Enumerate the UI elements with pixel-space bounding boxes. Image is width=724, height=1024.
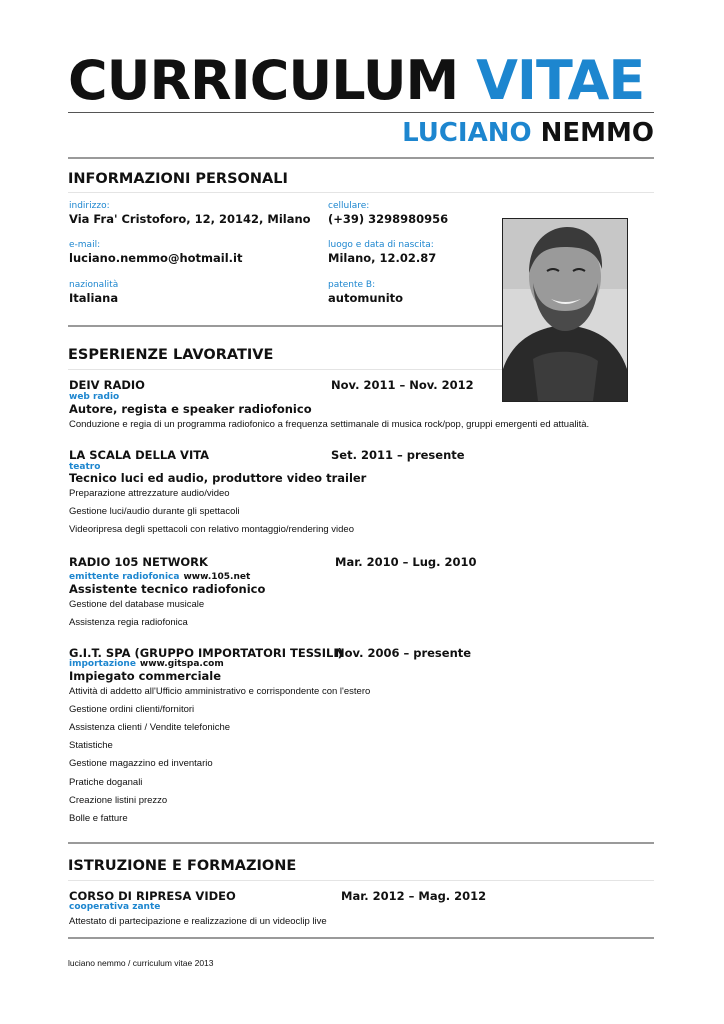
heading-underline bbox=[68, 369, 502, 370]
portrait-image bbox=[503, 219, 627, 401]
license-value: automunito bbox=[328, 291, 404, 305]
job-website-link[interactable]: www.gitspa.com bbox=[139, 659, 224, 669]
job-sector bbox=[69, 572, 250, 582]
job-task: Attività di addetto all'Ufficio amministrativo e corrispondente con l'estero bbox=[69, 686, 371, 697]
job-task: Conduzione e regia di un programma radiofonico a frequenza settimanale di musica rock/pop, gruppi emergenti ed attualità. bbox=[69, 419, 590, 430]
job-dates: Mar. 2010 – Lug. 2010 bbox=[335, 555, 477, 569]
first-name: LUCIANO bbox=[402, 118, 532, 148]
personal-heading: INFORMAZIONI PERSONALI bbox=[68, 171, 288, 187]
job-task: Bolle e fatture bbox=[69, 813, 128, 824]
job-sector-label: importazione bbox=[69, 659, 136, 669]
license-label: patente B: bbox=[328, 280, 376, 290]
cv-title bbox=[68, 50, 656, 112]
education-heading: ISTRUZIONE E FORMAZIONE bbox=[68, 858, 297, 874]
job-task: Gestione luci/audio durante gli spettacoli bbox=[69, 506, 240, 517]
mobile-label: cellulare: bbox=[328, 201, 370, 211]
job-company: RADIO 105 NETWORK bbox=[69, 555, 208, 569]
job-task: Pratiche doganali bbox=[69, 777, 143, 788]
job-dates: Nov. 2006 – presente bbox=[335, 646, 472, 660]
job-dates: Set. 2011 – presente bbox=[331, 448, 465, 462]
course-institution: cooperativa zante bbox=[69, 902, 161, 912]
nationality-label: nazionalità bbox=[69, 280, 119, 290]
email-value: luciano.nemmo@hotmail.it bbox=[69, 251, 243, 265]
section-divider bbox=[68, 157, 654, 159]
course-dates: Mar. 2012 – Mag. 2012 bbox=[341, 889, 487, 903]
job-task: Videoripresa degli spettacoli con relativo montaggio/rendering video bbox=[69, 524, 354, 535]
experience-heading: ESPERIENZE LAVORATIVE bbox=[68, 347, 274, 363]
job-website-link[interactable]: www.105.net bbox=[183, 572, 251, 582]
profile-photo bbox=[502, 218, 628, 402]
title-word-vitae: VITAE bbox=[476, 49, 645, 112]
job-company: DEIV RADIO bbox=[69, 378, 145, 392]
job-company: G.I.T. SPA (GRUPPO IMPORTATORI TESSILI) bbox=[69, 646, 343, 660]
page-footer: luciano nemmo / curriculum vitae 2013 bbox=[68, 958, 214, 968]
person-name bbox=[402, 117, 654, 149]
birth-label: luogo e data di nascita: bbox=[328, 240, 434, 250]
job-task: Creazione listini prezzo bbox=[69, 795, 168, 806]
last-name: NEMMO bbox=[540, 118, 654, 148]
job-role: Autore, regista e speaker radiofonico bbox=[69, 402, 312, 416]
job-role: Impiegato commerciale bbox=[69, 669, 222, 683]
section-divider bbox=[68, 842, 654, 844]
job-sector bbox=[69, 659, 224, 669]
title-word-curriculum: CURRICULUM bbox=[68, 49, 459, 112]
job-company: LA SCALA DELLA VITA bbox=[69, 448, 210, 462]
job-sector: web radio bbox=[69, 392, 120, 402]
job-role: Tecnico luci ed audio, produttore video trailer bbox=[69, 471, 367, 485]
job-task: Assistenza clienti / Vendite telefoniche bbox=[69, 722, 231, 733]
course-title: CORSO DI RIPRESA VIDEO bbox=[69, 889, 236, 903]
job-sector-label: emittente radiofonica bbox=[69, 572, 180, 582]
job-task: Gestione magazzino ed inventario bbox=[69, 758, 213, 769]
address-value: Via Fra' Cristoforo, 12, 20142, Milano bbox=[69, 212, 311, 226]
heading-underline bbox=[68, 192, 654, 193]
job-task: Assistenza regia radiofonica bbox=[69, 617, 188, 628]
job-task: Statistiche bbox=[69, 740, 113, 751]
job-dates: Nov. 2011 – Nov. 2012 bbox=[331, 378, 474, 392]
section-divider bbox=[68, 325, 502, 327]
mobile-value: (+39) 3298980956 bbox=[328, 212, 449, 226]
job-task: Gestione ordini clienti/fornitori bbox=[69, 704, 195, 715]
email-label: e-mail: bbox=[69, 240, 101, 250]
job-sector: teatro bbox=[69, 462, 101, 472]
job-task: Preparazione attrezzature audio/video bbox=[69, 488, 230, 499]
job-task: Gestione del database musicale bbox=[69, 599, 205, 610]
title-divider bbox=[68, 112, 654, 113]
birth-value: Milano, 12.02.87 bbox=[328, 251, 437, 265]
job-role: Assistente tecnico radiofonico bbox=[69, 582, 266, 596]
heading-underline bbox=[68, 880, 654, 881]
address-label: indirizzo: bbox=[69, 201, 110, 211]
course-task: Attestato di partecipazione e realizzazione di un videoclip live bbox=[69, 916, 327, 927]
section-divider bbox=[68, 937, 654, 939]
nationality-value: Italiana bbox=[69, 291, 119, 305]
